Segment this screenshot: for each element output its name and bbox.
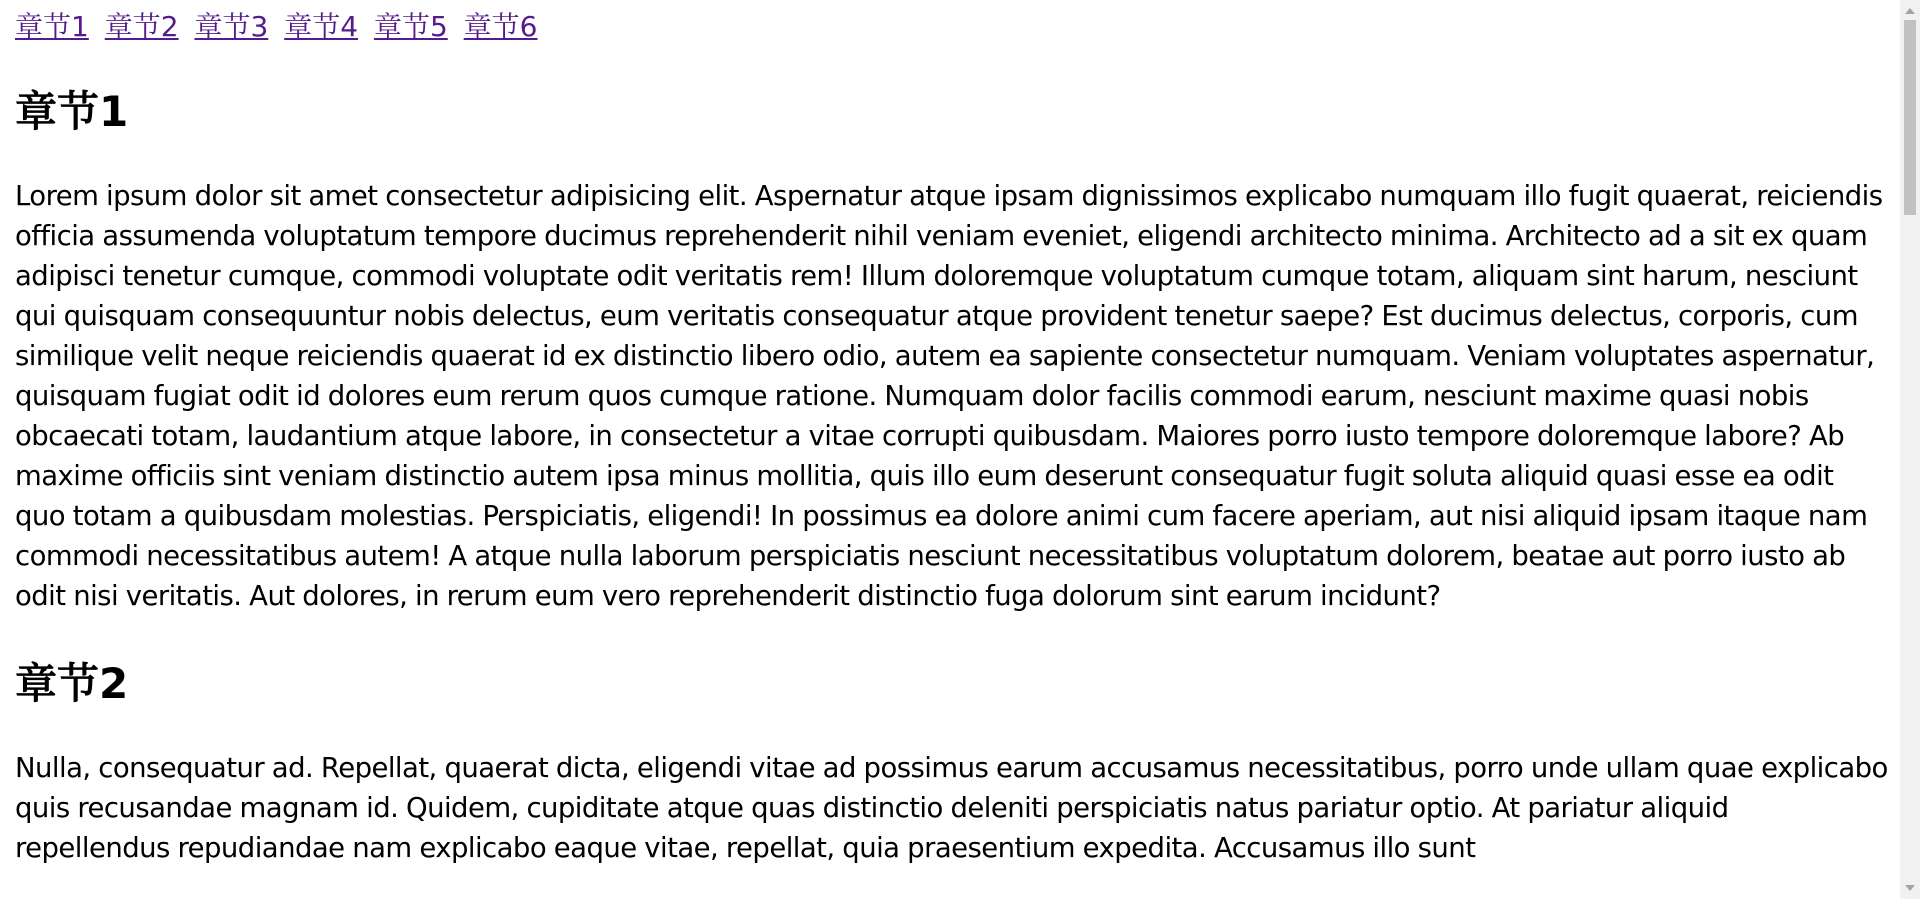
section-chapter-2 bbox=[15, 658, 1890, 868]
scroll-down-arrow-icon[interactable] bbox=[1905, 885, 1915, 891]
chapter-nav bbox=[15, 8, 1890, 46]
nav-link-chapter-4[interactable]: 章节4 bbox=[284, 10, 359, 43]
section-heading: 章节2 bbox=[15, 659, 129, 708]
nav-link-chapter-2[interactable]: 章节2 bbox=[104, 10, 179, 43]
scroll-up-arrow-icon[interactable] bbox=[1905, 8, 1915, 14]
nav-link-chapter-5[interactable]: 章节5 bbox=[373, 10, 448, 43]
vertical-scrollbar[interactable] bbox=[1900, 0, 1920, 899]
nav-link-chapter-1[interactable]: 章节1 bbox=[15, 10, 89, 43]
section-paragraph: Lorem ipsum dolor sit amet consectetur adipisicing elit. Aspernatur atque ipsam dignissimos explicabo numquam illo fugit quaerat, reiciendis officia assumenda voluptatum tempore ducimus reprehenderit nihil veniam eveniet, eligendi architecto minima. Architecto ad a sit ex quam adipisci tenetur cumque, commodi voluptate odit veritatis rem! Illum doloremque voluptatum cumque totam, aliquam sint harum, nesciunt qui quisquam consequuntur nobis delectus, eum veritatis consequatur atque provident tenetur saepe? Est ducimus delectus, corporis, cum similique velit neque reiciendis quaerat id ex distinctio libero odio, autem ea sapiente consectetur numquam. Veniam voluptates aspernatur, quisquam fugiat odit id dolores eum rerum quos cumque ratione. Numquam dolor facilis commodi earum, nesciunt maxime quasi nobis obcaecati totam, laudantium atque labore, in consectetur a vitae corrupti quibusdam. Maiores porro iusto tempore doloremque labore? Ab maxime officiis sint veniam distinctio autem ipsa minus mollitia, quis illo eum deserunt consequatur fugit soluta aliquid quasi esse ea odit quo totam a quibusdam molestias. Perspiciatis, eligendi! In possimus ea dolore animi cum facere aperiam, aut nisi aliquid ipsam itaque nam commodi necessitatibus autem! A atque nulla laborum perspiciatis nesciunt necessitatibus voluptatum dolorem, beatae aut porro iusto ab odit nisi veritatis. Aut dolores, in rerum eum vero reprehenderit distinctio fuga dolorum sint earum incidunt? bbox=[15, 180, 1883, 612]
section-paragraph: Nulla, consequatur ad. Repellat, quaerat dicta, eligendi vitae ad possimus earum accusamus necessitatibus, porro unde ullam quae explicabo quis recusandae magnam id. Quidem, cupiditate atque quas distinctio deleniti perspiciatis natus pariatur optio. At pariatur aliquid repellendus repudiandae nam explicabo eaque vitae, repellat, quia praesentium expedita. Accusamus illo sunt bbox=[15, 752, 1888, 864]
section-chapter-1 bbox=[15, 86, 1890, 616]
section-heading: 章节1 bbox=[15, 87, 129, 136]
document-content bbox=[15, 0, 1890, 868]
scrollbar-thumb[interactable] bbox=[1904, 20, 1916, 215]
nav-link-chapter-3[interactable]: 章节3 bbox=[194, 10, 269, 43]
nav-link-chapter-6[interactable]: 章节6 bbox=[463, 10, 538, 43]
